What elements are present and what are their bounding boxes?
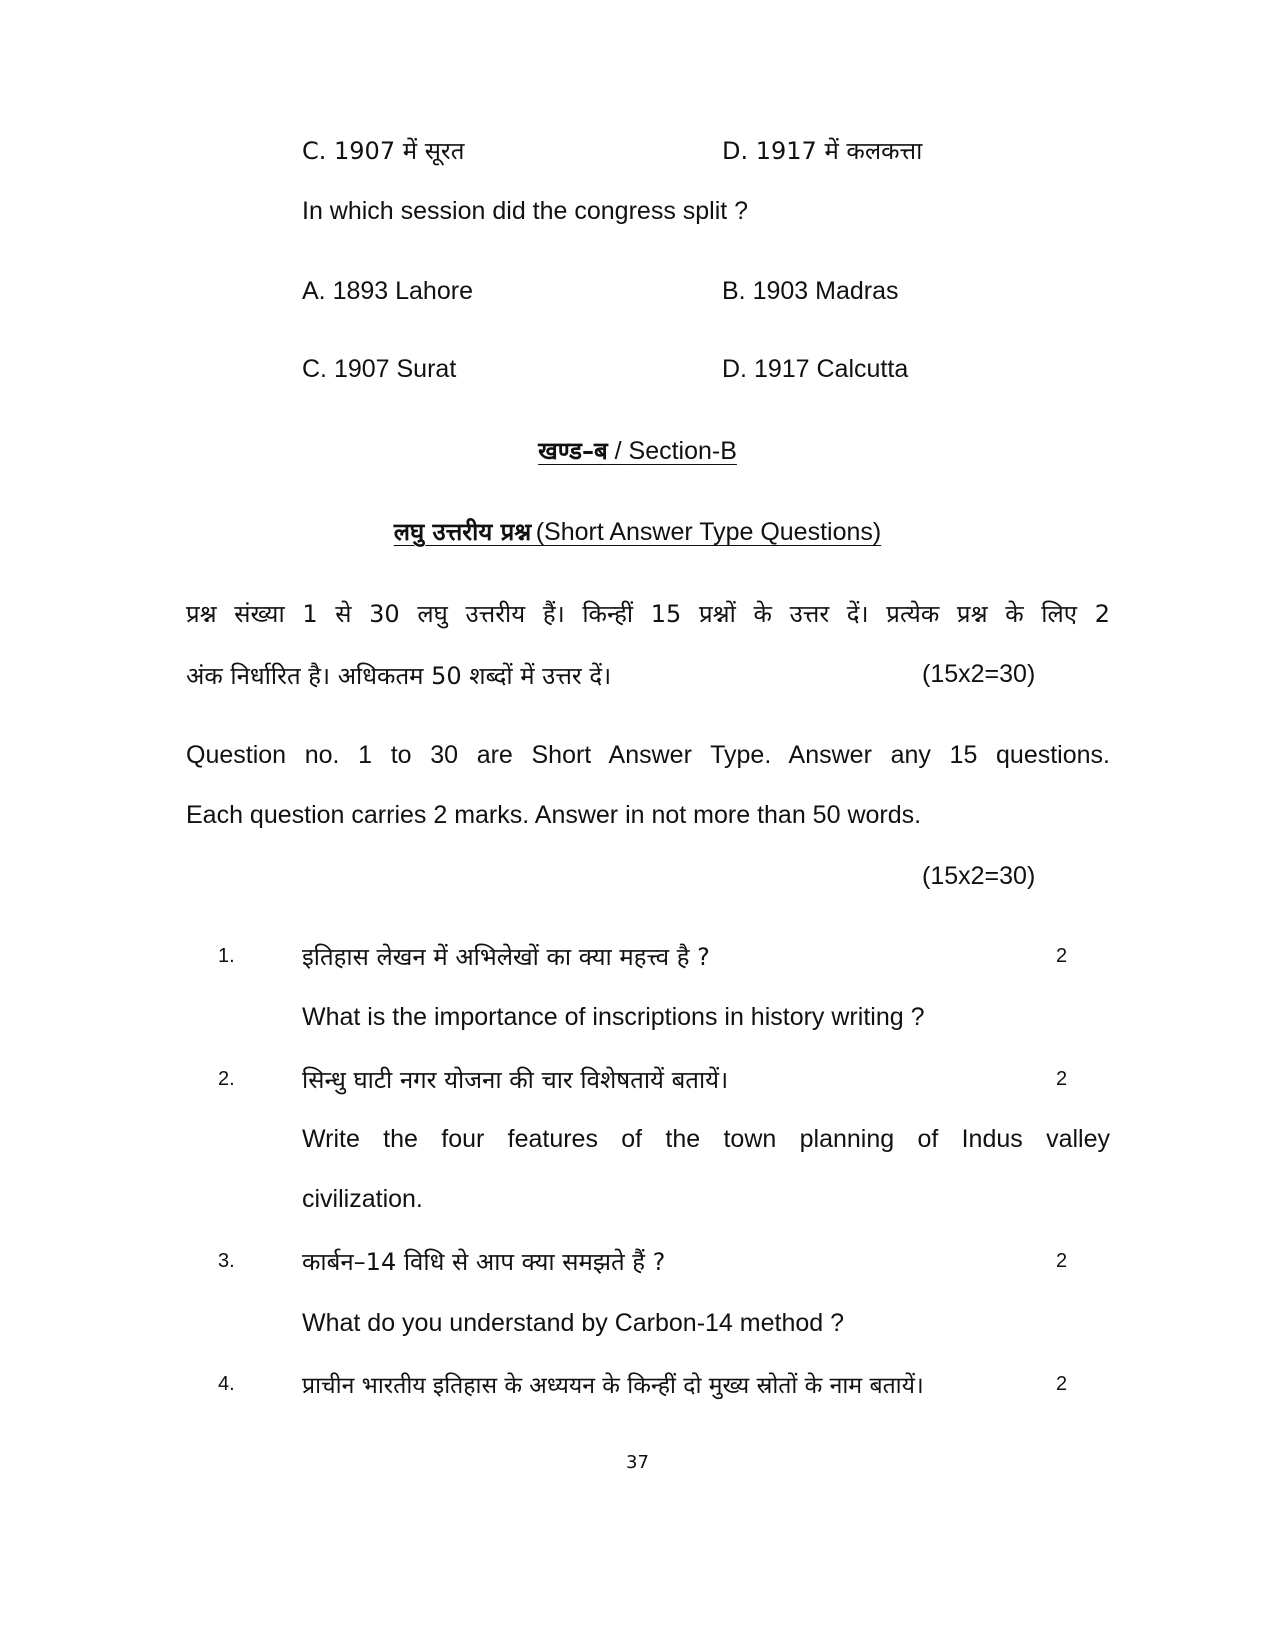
question-hindi: प्राचीन भारतीय इतिहास के अध्ययन के किन्हीं दो मुख्य स्रोतों के नाम बतायें। <box>302 1373 924 1399</box>
instructions-hindi-line2: अंक निर्धारित है। अधिकतम 50 शब्दों में उत्तर दें। <box>186 662 612 690</box>
section-heading-sep: / <box>607 437 629 465</box>
instructions-en-line1: Question no. 1 to 30 are Short Answer Type. Answer any 15 questions. <box>186 741 1110 769</box>
option-b: B. 1903 Madras <box>722 277 899 305</box>
instructions-hindi-marks: (15x2=30) <box>922 660 1036 688</box>
section-heading <box>0 434 1275 467</box>
question-number: 3. <box>218 1250 235 1272</box>
option-a: A. 1893 Lahore <box>302 277 473 305</box>
question-text-en: In which session did the congress split ? <box>302 197 749 225</box>
question-en: What do you understand by Carbon-14 method ? <box>302 1309 845 1337</box>
instructions-en-line2: Each question carries 2 marks. Answer in not more than 50 words. <box>186 801 922 829</box>
question-marks: 2 <box>1056 1373 1068 1395</box>
section-heading-en: Section-B <box>628 437 737 465</box>
question-hindi: इतिहास लेखन में अभिलेखों का क्या महत्त्व है ? <box>302 943 710 971</box>
question-en-continued: civilization. <box>302 1185 423 1213</box>
subheading-hindi: लघु उत्तरीय प्रश्न <box>393 518 532 546</box>
section-heading-hindi: खण्ड–ब <box>538 437 608 465</box>
subheading-en: (Short Answer Type Questions) <box>535 518 882 546</box>
section-subheading <box>0 515 1275 548</box>
question-marks: 2 <box>1056 1068 1068 1090</box>
question-hindi: कार्बन–14 विधि से आप क्या समझते हैं ? <box>302 1248 666 1276</box>
question-hindi: सिन्धु घाटी नगर योजना की चार विशेषतायें बतायें। <box>302 1066 729 1094</box>
option-c: C. 1907 Surat <box>302 355 457 383</box>
question-number: 1. <box>218 945 235 967</box>
question-en: What is the importance of inscriptions in history writing ? <box>302 1003 925 1031</box>
option-d: D. 1917 Calcutta <box>722 355 909 383</box>
question-number: 4. <box>218 1373 235 1395</box>
page-number: 37 <box>626 1452 649 1473</box>
question-en: Write the four features of the town planning of Indus valley <box>302 1125 1110 1153</box>
instructions-hindi-line1: प्रश्न संख्या 1 से 30 लघु उत्तरीय हैं। किन्हीं 15 प्रश्नों के उत्तर दें। प्रत्येक प्रश्न के लिए 2 <box>186 600 1110 628</box>
option-d-hindi: D. 1917 में कलकत्ता <box>722 137 923 165</box>
option-c-hindi: C. 1907 में सूरत <box>302 137 465 165</box>
instructions-en-marks: (15x2=30) <box>922 862 1036 890</box>
question-marks: 2 <box>1056 945 1068 967</box>
question-number: 2. <box>218 1068 235 1090</box>
question-marks: 2 <box>1056 1250 1068 1272</box>
